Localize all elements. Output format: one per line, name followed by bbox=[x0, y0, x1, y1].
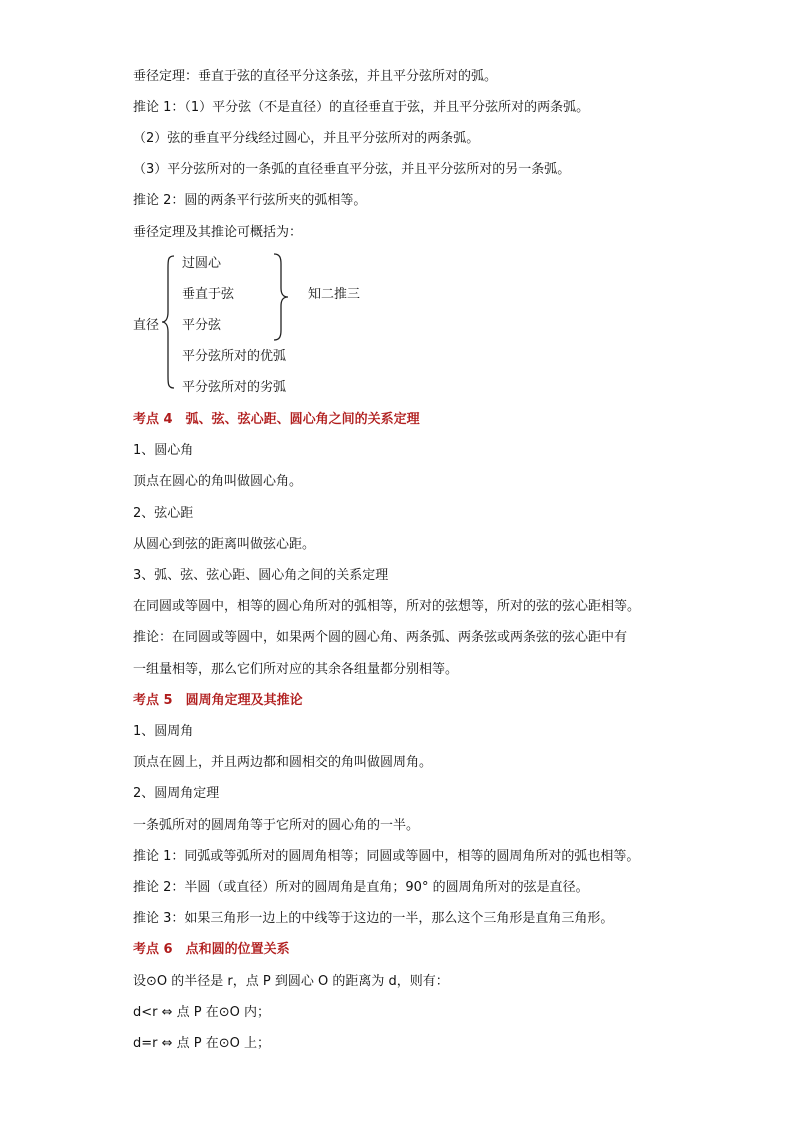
section-5-title: 考点 5 圆周角定理及其推论 bbox=[133, 693, 303, 708]
section-6-line-1: 设⊙O 的半径是 r，点 P 到圆心 O 的距离为 d，则有： bbox=[133, 974, 449, 989]
section-6-line-3: d=r ⇔ 点 P 在⊙O 上； bbox=[133, 1036, 271, 1051]
section-5-line-5: 推论 1：同弧或等弧所对的圆周角相等；同圆或等圆中，相等的圆周角所对的弧也相等。 bbox=[133, 849, 640, 864]
theorem-line-1: 垂径定理：垂直于弦的直径平分这条弦，并且平分弦所对的弧。 bbox=[133, 69, 498, 84]
brace-item-3: 平分弦 bbox=[182, 318, 222, 333]
section-4-line-5: 3、弧、弦、弦心距、圆心角之间的关系定理 bbox=[133, 568, 389, 583]
section-4-line-4: 从圆心到弦的距离叫做弦心距。 bbox=[133, 537, 316, 552]
section-5-line-2: 顶点在圆上，并且两边都和圆相交的角叫做圆周角。 bbox=[133, 755, 433, 770]
right-brace bbox=[272, 252, 290, 342]
brace-right-label: 知二推三 bbox=[308, 287, 361, 302]
section-6-line-2: d<r ⇔ 点 P 在⊙O 内； bbox=[133, 1005, 271, 1020]
theorem-line-6: 垂径定理及其推论可概括为： bbox=[133, 225, 303, 240]
brace-item-1: 过圆心 bbox=[182, 256, 222, 271]
theorem-line-5: 推论 2：圆的两条平行弦所夹的弧相等。 bbox=[133, 193, 367, 208]
section-4-line-2: 顶点在圆心的角叫做圆心角。 bbox=[133, 474, 303, 489]
section-5-line-3: 2、圆周角定理 bbox=[133, 786, 220, 801]
section-4-line-3: 2、弦心距 bbox=[133, 506, 194, 521]
brace-left-label: 直径 bbox=[133, 318, 160, 333]
section-4-line-6: 在同圆或等圆中，相等的圆心角所对的弧相等，所对的弦想等，所对的弦的弦心距相等。 bbox=[133, 599, 641, 614]
brace-item-4: 平分弦所对的优弧 bbox=[182, 349, 287, 364]
section-4-line-7: 推论：在同圆或等圆中，如果两个圆的圆心角、两条弧、两条弦或两条弦的弦心距中有 bbox=[133, 630, 628, 645]
theorem-line-3: （2）弦的垂直平分线经过圆心，并且平分弦所对的两条弧。 bbox=[133, 131, 480, 146]
section-6-title: 考点 6 点和圆的位置关系 bbox=[133, 942, 290, 957]
section-5-line-4: 一条弧所对的圆周角等于它所对的圆心角的一半。 bbox=[133, 818, 420, 833]
section-4-line-8: 一组量相等，那么它们所对应的其余各组量都分别相等。 bbox=[133, 662, 459, 677]
section-5-line-1: 1、圆周角 bbox=[133, 724, 194, 739]
theorem-line-4: （3）平分弦所对的一条弧的直径垂直平分弦，并且平分弦所对的另一条弧。 bbox=[133, 162, 571, 177]
brace-item-2: 垂直于弦 bbox=[182, 287, 235, 302]
section-4-title: 考点 4 弧、弦、弦心距、圆心角之间的关系定理 bbox=[133, 412, 420, 427]
section-5-line-6: 推论 2：半圆（或直径）所对的圆周角是直角；90° 的圆周角所对的弦是直径。 bbox=[133, 880, 589, 895]
section-4-line-1: 1、圆心角 bbox=[133, 443, 194, 458]
brace-item-5: 平分弦所对的劣弧 bbox=[182, 380, 287, 395]
left-brace bbox=[160, 254, 176, 390]
section-5-line-7: 推论 3：如果三角形一边上的中线等于这边的一半，那么这个三角形是直角三角形。 bbox=[133, 911, 614, 926]
theorem-line-2: 推论 1：（1）平分弦（不是直径）的直径垂直于弦，并且平分弦所对的两条弧。 bbox=[133, 100, 590, 115]
